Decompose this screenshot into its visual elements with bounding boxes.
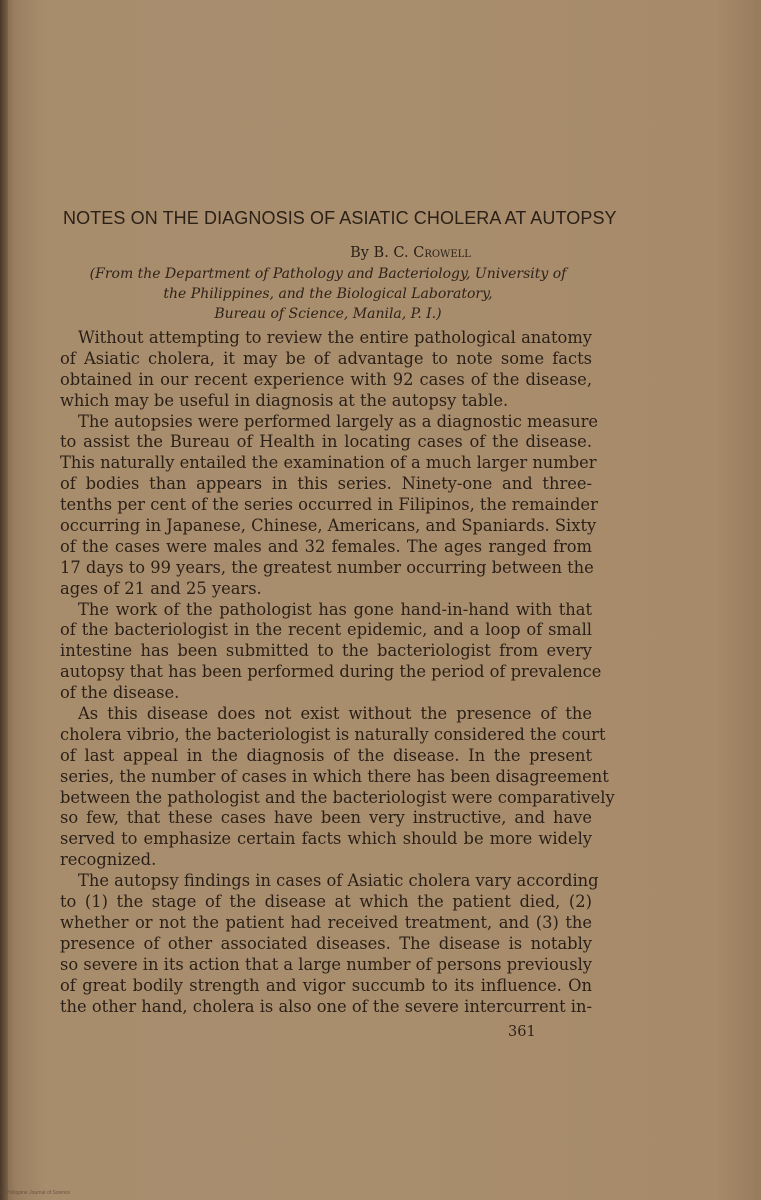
affiliation-line: the Philippines, and the Biological Laboratory, (163, 286, 493, 302)
body-line: As this disease does not exist without the presence of the (78, 704, 592, 724)
body-line: cholera vibrio, the bacteriologist is naturally considered the court (60, 724, 606, 744)
body-line: autopsy that has been performed during the period of prevalence (60, 662, 602, 682)
affiliation (63, 264, 593, 324)
author-line (0, 245, 761, 261)
body-line: Without attempting to review the entire pathological anatomy (78, 328, 592, 347)
body-line: so few, that these cases have been very instructive, and have (60, 808, 592, 828)
body-line: of the cases were males and 32 females. The ages ranged from (60, 536, 592, 556)
body-line: The autopsy findings in cases of Asiatic cholera vary according (78, 871, 599, 891)
body-line: occurring in Japanese, Chinese, Americans, and Spaniards. Sixty (60, 516, 597, 536)
body-line: the other hand, cholera is also one of the severe intercurrent in- (60, 996, 592, 1016)
body-line: The work of the pathologist has gone hand-in-hand with that (78, 599, 592, 619)
body-line: of Asiatic cholera, it may be of advantage to note some facts (60, 348, 592, 368)
body-line: intestine has been submitted to the bacteriologist from every (60, 641, 592, 661)
scan-footer-text: Philippine Journal of Science (6, 1190, 71, 1196)
body-line: of last appeal in the diagnosis of the disease. In the present (60, 745, 592, 765)
affiliation-line: Bureau of Science, Manila, P. I.) (214, 306, 442, 322)
body-line: between the pathologist and the bacteriologist were comparatively (60, 787, 615, 807)
body-line: of bodies than appears in this series. Ninety-one and three- (60, 474, 592, 494)
body-line: recognized. (60, 850, 157, 870)
scan-page-edge (0, 0, 8, 1200)
body-line: so severe in its action that a large number of persons previously (60, 954, 592, 974)
body-line: 17 days to 99 years, the greatest number occurring between the (60, 557, 594, 577)
body-line: whether or not the patient had received treatment, and (3) the (60, 912, 592, 932)
body-line: to (1) the stage of the disease at which the patient died, (2) (60, 892, 592, 912)
body-line: tenths per cent of the series occurred in Filipinos, the remainder (60, 495, 598, 515)
body-line: This naturally entailed the examination of a much larger number (60, 453, 597, 473)
affiliation-line: (From the Department of Pathology and Bacteriology, University of (89, 266, 567, 282)
page-number: 361 (508, 1024, 536, 1040)
author-prefix: By B. C. (350, 245, 414, 261)
body-line: series, the number of cases in which there has been disagreement (60, 766, 609, 786)
body-line: ages of 21 and 25 years. (60, 578, 262, 598)
body-line: to assist the Bureau of Health in locating cases of the disease. (60, 432, 592, 452)
body-line: obtained in our recent experience with 92 cases of the disease, (60, 369, 592, 389)
article-title: NOTES ON THE DIAGNOSIS OF ASIATIC CHOLERA AT AUTOPSY (63, 208, 617, 228)
body-line: The autopsies were performed largely as a diagnostic measure (78, 411, 599, 431)
body-line: which may be useful in diagnosis at the autopsy table. (60, 390, 509, 410)
body-line: of the bacteriologist in the recent epidemic, and a loop of small (60, 620, 592, 640)
author-name: Crowell (413, 245, 471, 261)
article-body (60, 328, 615, 1017)
body-line: of the disease. (60, 683, 180, 703)
body-line: served to emphasize certain facts which should be more widely (60, 829, 592, 849)
body-line: of great bodily strength and vigor succumb to its influence. On (60, 975, 592, 995)
body-line: presence of other associated diseases. The disease is notably (60, 933, 592, 953)
